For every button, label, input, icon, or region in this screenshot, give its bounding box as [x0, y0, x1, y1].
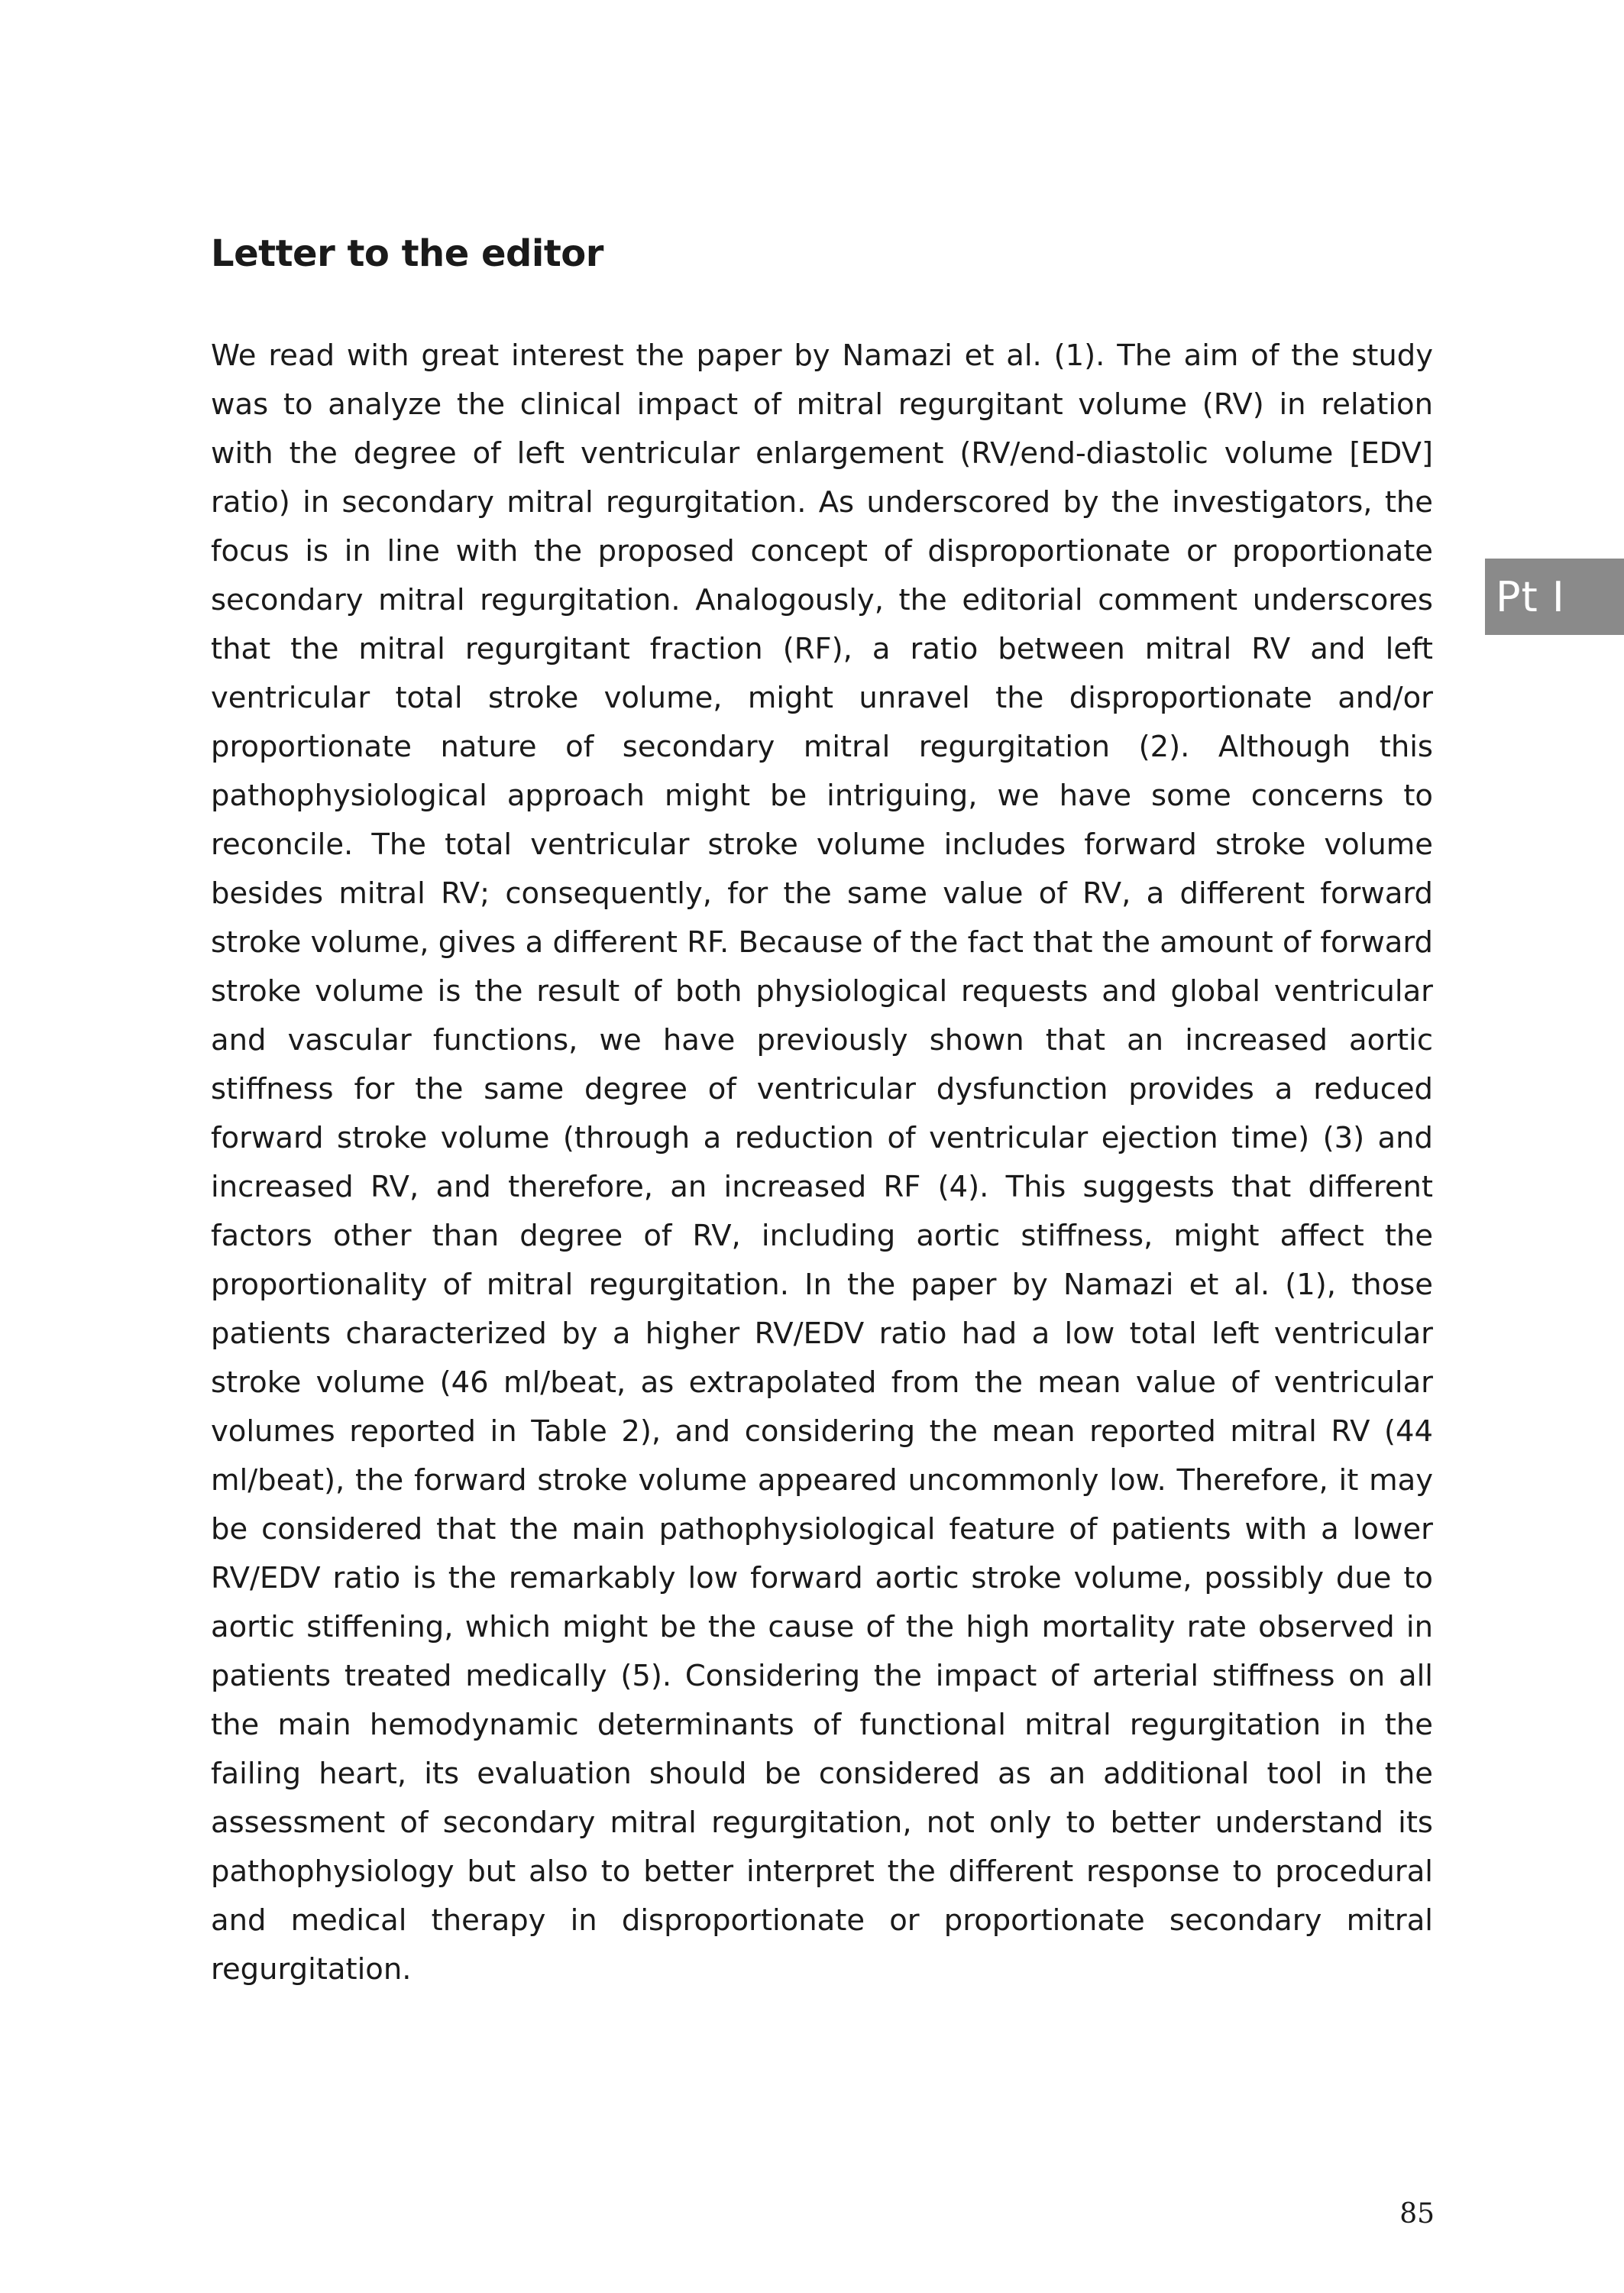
letter-body-paragraph: We read with great interest the paper by Namazi et al. (1). The aim of the study was to analyze the clinical impact of mitral regurgitant volume (RV) in relation with the degree of left ventricular enlargement (RV/end-diastolic volume [EDV] ratio) in secondary mitral regurgitation. As underscored by the investigators, the focus is in line with the proposed concept of disproportionate or proportionate secondary mitral regurgitation. Analogously, the editorial comment underscores that the mitral regurgitant fraction (RF), a ratio between mitral RV and left ventricular total stroke volume, might unravel the disproportionate and/or proportionate nature of secondary mitral regurgitation (2). Although this pathophysiological approach might be intriguing, we have some concerns to reconcile. The total ventricular stroke volume includes forward stroke volume besides mitral RV; consequently, for the same value of RV, a different forward stroke volume, gives a different RF. Because of the fact that the amount of forward stroke volume is the result of both physiological requests and global ventricular and vascular functions, we have previously shown that an increased aortic stiffness for the same degree of ventricular dysfunction provides a reduced forward stroke volume (through a reduction of ventricular ejection time) (3) and increased RV, and therefore, an increased RF (4). This suggests that different factors other than degree of RV, including aortic stiffness, might affect the proportionality of mitral regurgitation. In the paper by Namazi et al. (1), those patients characterized by a higher RV/EDV ratio had a low total left ventricular stroke volume (46 ml/beat, as extrapolated from the mean value of ventricular volumes reported in Table 2), and considering the mean reported mitral RV (44 ml/beat), the forward stroke volume appeared uncommonly low. Therefore, it may be considered that the main pathophysiological feature of patients with a lower RV/EDV ratio is the remarkably low forward aortic stroke volume, possibly due to aortic stiffening, which might be the cause of the high mortality rate observed in patients treated medically (5). Considering the impact of arterial stiffness on all the main hemodynamic determinants of functional mitral regurgitation in the failing heart, its evaluation should be considered as an additional tool in the assessment of secondary mitral regurgitation, not only to better understand its pathophysiology but also to better interpret the different response to procedural and medical therapy in disproportionate or proportionate secondary mitral regurgitation. — [211, 338, 1433, 1987]
page-number: 85 — [1399, 2198, 1435, 2230]
part-tab — [1485, 559, 1624, 635]
page-title: Letter to the editor — [211, 232, 603, 275]
part-tab-label: Pt I — [1496, 572, 1565, 621]
